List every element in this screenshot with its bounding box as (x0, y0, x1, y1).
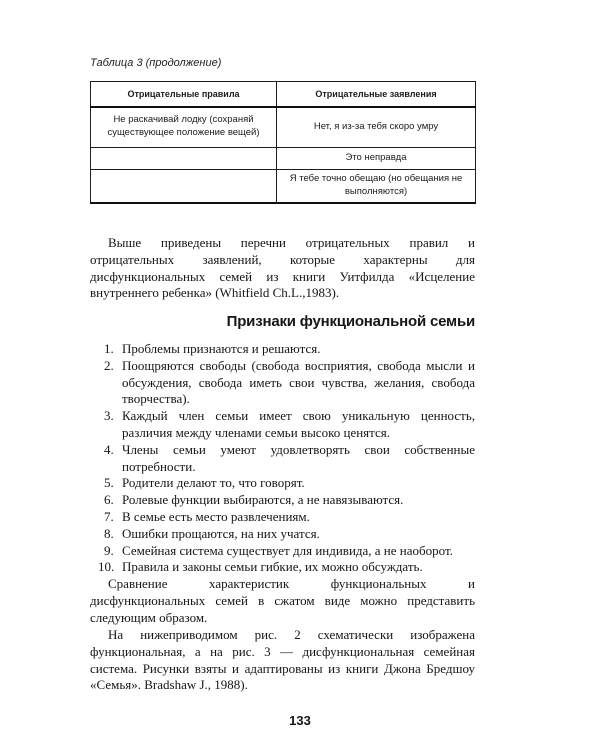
functional-family-list (90, 341, 475, 576)
list-item: 8. Ошибки прощаются, на них учатся. (104, 525, 320, 541)
table-cell (91, 147, 277, 169)
list-item: 1. Проблемы признаются и решаются. (104, 341, 321, 356)
table-cell: Нет, я из-за тебя скоро умру (277, 107, 476, 147)
list-item: 4. Члены семьи умеют удовлетворять свои собственные потребности. (104, 441, 475, 474)
table-cell: Это неправда (277, 147, 476, 169)
table-cell: Не раскачивай лодку (сохраняй существующее положение вещей) (91, 107, 277, 147)
table-row (91, 107, 476, 147)
table-row (91, 147, 476, 169)
table-header-cell: Отрицательные правила (91, 82, 277, 108)
comparison-paragraph: Сравнение характеристик функциональных и дисфункциональных семей в сжатом виде можно представить следующим образом. (90, 576, 475, 625)
list-item: 2. Поощряются свободы (свобода восприятия, свобода мысли и обсуждения, свобода иметь свои чувства, желания, свобода творчества). (104, 357, 475, 407)
table-row (91, 169, 476, 203)
table-cell (91, 169, 277, 203)
list-item: 3. Каждый член семьи имеет свою уникальную ценность, различия между членами семьи высоко ценятся. (104, 408, 475, 440)
list-item: 6. Ролевые функции выбираются, а не навязываются. (104, 492, 404, 508)
list-item: 9. Семейная система существует для индивида, а не наоборот. (104, 542, 453, 558)
intro-paragraph: Выше приведены перечни отрицательных правил и отрицательных заявлений, которые характерны для дисфункциональных семей из книги Уитфилда «Исцеление внутреннего ребенка» (Whitfield Ch.L.,1983). (90, 235, 475, 301)
section-heading: Признаки функциональной семьи (226, 313, 475, 330)
table-header-row (91, 82, 476, 108)
negative-rules-table (90, 81, 476, 204)
list-item: 5. Родители делают то, что говорят. (104, 475, 305, 491)
table-header-cell: Отрицательные заявления (277, 82, 476, 108)
list-item: 10. Правила и законы семьи гибкие, их можно обсуждать. (98, 559, 423, 575)
table-caption: Таблица 3 (продолжение) (90, 57, 222, 69)
list-item: 7. В семье есть место развлечениям. (104, 508, 310, 524)
figures-paragraph: На нижеприводимом рис. 2 схематически изображена функциональная, а на рис. 3 — дисфункциональная семейная система. Рисунки взяты и адаптированы из книги Джона Бредшоу «Семья». Bradshaw J., 1988). (90, 627, 475, 693)
table-cell: Я тебе точно обещаю (но обещания не выполняются) (277, 169, 476, 203)
page-number: 133 (289, 713, 311, 728)
